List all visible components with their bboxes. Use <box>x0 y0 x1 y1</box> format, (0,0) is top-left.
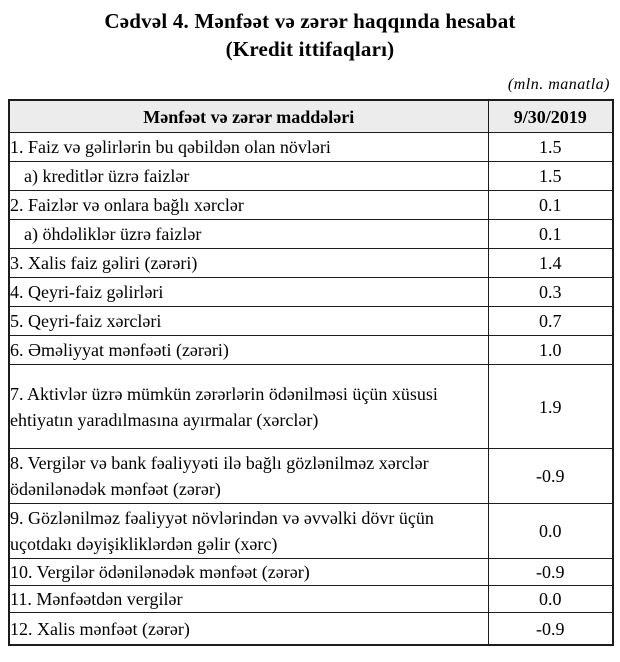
table-row <box>9 162 613 191</box>
unit-note: (mln. manatla) <box>507 76 610 93</box>
col-header-date: 9/30/2019 <box>488 100 613 133</box>
row-value: -0.9 <box>488 449 613 504</box>
table-row <box>9 249 613 278</box>
row-value: 1.0 <box>488 336 613 365</box>
table-row <box>9 586 613 613</box>
table-row <box>9 504 613 559</box>
row-value: -0.9 <box>488 613 613 646</box>
row-label: 5. Qeyri-faiz xərcləri <box>9 307 488 336</box>
row-value: -0.9 <box>488 559 613 586</box>
title-line-2: (Kredit ittifaqları) <box>225 37 395 61</box>
row-label: 2. Faizlər və onlara bağlı xərclər <box>9 191 488 220</box>
row-value: 1.4 <box>488 249 613 278</box>
row-label: 9. Gözlənilməz fəaliyyət növlərindən və əvvəlki dövr üçün uçotdakı dəyişikliklərdən gəlir (xərc) <box>9 504 488 559</box>
row-label: 6. Əməliyyat mənfəəti (zərəri) <box>9 336 488 365</box>
row-value: 1.9 <box>488 365 613 449</box>
table-row <box>9 191 613 220</box>
table-row <box>9 220 613 249</box>
row-value: 0.0 <box>488 504 613 559</box>
profit-loss-table <box>8 99 614 646</box>
row-value: 0.1 <box>488 191 613 220</box>
row-label: a) kreditlər üzrə faizlər <box>9 162 488 191</box>
row-label: 8. Vergilər və bank fəaliyyəti ilə bağlı gözlənilməz xərclər ödənilənədək mənfəət (zərər) <box>9 449 488 504</box>
table-row <box>9 133 613 162</box>
row-value: 1.5 <box>488 162 613 191</box>
row-label: 7. Aktivlər üzrə mümkün zərərlərin ödənilməsi üçün xüsusi ehtiyatın yaradılmasına ayırmalar (xərclər) <box>9 365 488 449</box>
row-label: 4. Qeyri-faiz gəlirləri <box>9 278 488 307</box>
row-value: 0.3 <box>488 278 613 307</box>
table-row <box>9 307 613 336</box>
row-value: 0.0 <box>488 586 613 613</box>
row-label: 12. Xalis mənfəət (zərər) <box>9 613 488 646</box>
title-line-1: Cədvəl 4. Mənfəət və zərər haqqında hesabat <box>104 9 516 33</box>
row-label: 10. Vergilər ödənilənədək mənfəət (zərər) <box>9 559 488 586</box>
table-row <box>9 336 613 365</box>
table-row <box>9 559 613 586</box>
table-row <box>9 613 613 646</box>
table-row <box>9 449 613 504</box>
document-title <box>0 0 620 63</box>
table-header-row <box>9 100 613 133</box>
col-header-items: Mənfəət və zərər maddələri <box>9 100 488 133</box>
row-label: 11. Mənfəətdən vergilər <box>9 586 488 613</box>
row-value: 0.7 <box>488 307 613 336</box>
row-value: 1.5 <box>488 133 613 162</box>
table-row <box>9 365 613 449</box>
row-label: 3. Xalis faiz gəliri (zərəri) <box>9 249 488 278</box>
row-label: a) öhdəliklər üzrə faizlər <box>9 220 488 249</box>
row-value: 0.1 <box>488 220 613 249</box>
table-row <box>9 278 613 307</box>
row-label: 1. Faiz və gəlirlərin bu qəbildən olan növləri <box>9 133 488 162</box>
